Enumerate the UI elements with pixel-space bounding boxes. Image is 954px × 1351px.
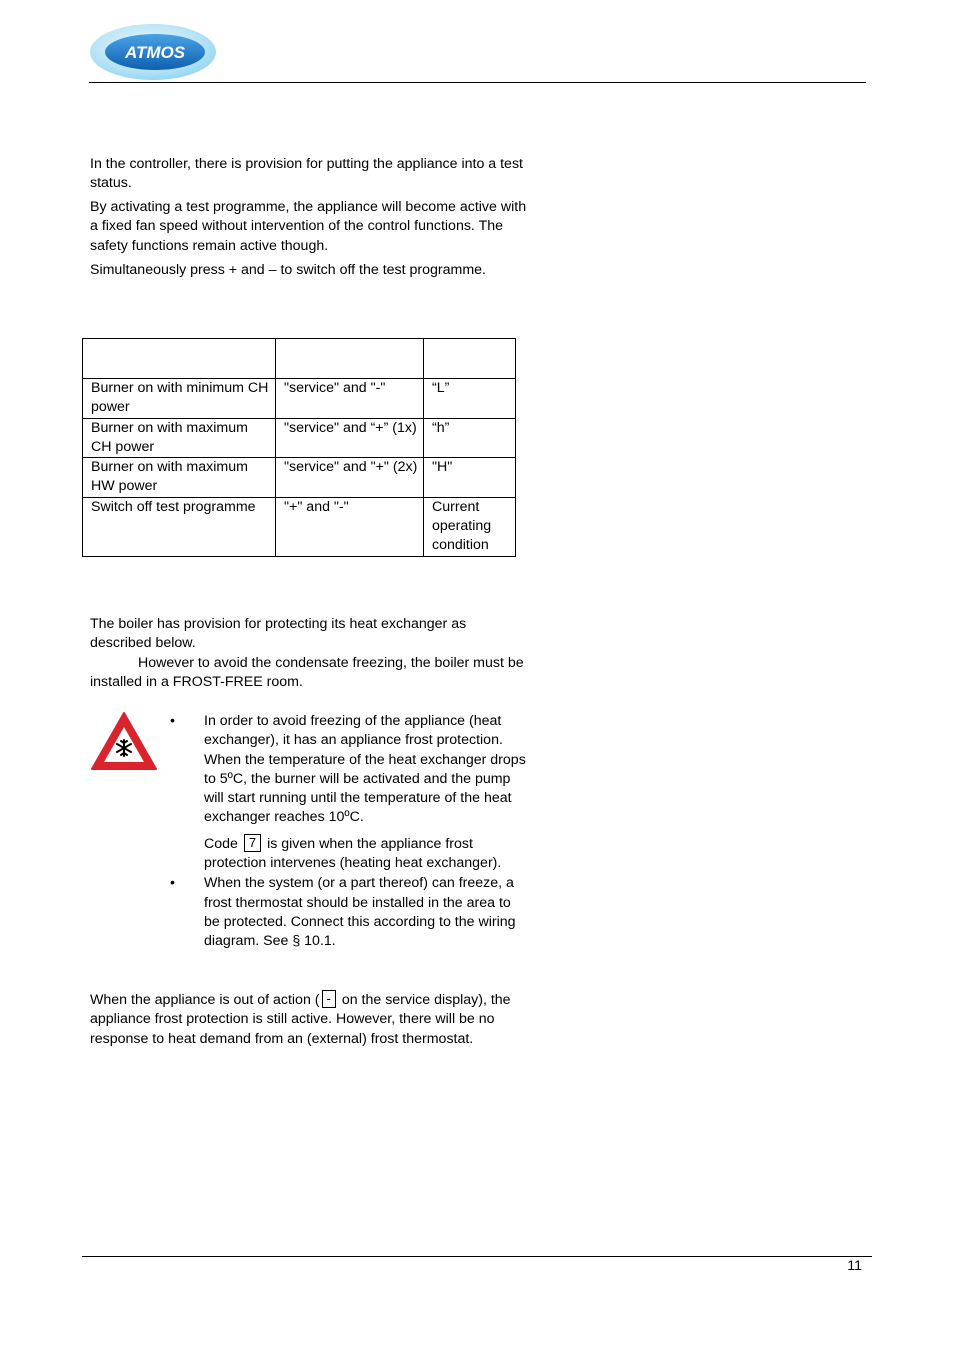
table-cell-keys: "service" and "+" (2x) bbox=[276, 458, 424, 498]
frost-bullet-1-text: In order to avoid freezing of the appliance (heat exchanger), it has an appliance frost protection. When the temperature of the heat exchanger drops to 5ºC, the burner will be activated and the pump will start running until the temperature of the heat exchanger reaches 10ºC. bbox=[204, 713, 526, 826]
table-header-row bbox=[83, 339, 516, 379]
list-item bbox=[170, 874, 530, 951]
test-programme-table bbox=[82, 338, 516, 557]
table-cell-function: Burner on with minimum CH power bbox=[83, 379, 276, 419]
table-header-cell bbox=[83, 339, 276, 379]
frost-paragraph bbox=[90, 615, 530, 692]
table-row bbox=[83, 379, 516, 419]
frost-code-line bbox=[204, 834, 530, 874]
code-suffix: is given when the appliance frost protection intervenes (heating heat exchanger). bbox=[204, 835, 502, 872]
table-row bbox=[83, 418, 516, 458]
table-cell-keys: "service" and "-" bbox=[276, 379, 424, 419]
intro-paragraph-1: In the controller, there is provision for putting the appliance into a test status. bbox=[90, 156, 523, 192]
out-of-action-prefix: When the appliance is out of action ( bbox=[90, 992, 320, 1008]
out-of-action-suffix: on the service display), the appliance frost protection is still active. However, there will be no response to heat demand from an (external) frost thermostat. bbox=[90, 992, 511, 1047]
table-cell-function: Switch off test programme bbox=[83, 497, 276, 556]
frost-bullet-list bbox=[170, 712, 530, 952]
out-of-action-paragraph bbox=[90, 990, 530, 1049]
frost-intro-line-1: The boiler has provision for protecting its heat exchanger as described below. bbox=[90, 616, 467, 652]
table-cell-display: “L” bbox=[424, 379, 516, 419]
frost-bullet-2-text: When the system (or a part thereof) can freeze, a frost thermostat should be installed in the area to be protected. Connect this according to the wiring diagram. See § 10.1. bbox=[204, 875, 516, 950]
table-header-cell bbox=[424, 339, 516, 379]
footer-rule bbox=[82, 1256, 872, 1257]
table-cell-display: "H" bbox=[424, 458, 516, 498]
frost-intro-line-2: However to avoid the condensate freezing, the boiler must be installed in a FROST-FREE room. bbox=[90, 654, 524, 690]
intro-paragraph-2: By activating a test programme, the appliance will become active with a fixed fan speed without intervention of the control functions. The safety functions remain active though. bbox=[90, 199, 527, 254]
table-cell-keys: "service" and “+” (1x) bbox=[276, 418, 424, 458]
frost-warning-triangle-icon bbox=[90, 710, 158, 772]
table-cell-display: Current operating condition bbox=[424, 497, 516, 556]
list-item bbox=[170, 712, 530, 873]
table-row bbox=[83, 497, 516, 556]
table-cell-function: Burner on with maximum HW power bbox=[83, 458, 276, 498]
table-header-cell bbox=[276, 339, 424, 379]
display-code-badge: 7 bbox=[244, 834, 261, 852]
display-code-badge: - bbox=[322, 990, 336, 1008]
bullet-icon: • bbox=[170, 875, 175, 892]
page-number: 11 bbox=[847, 1258, 862, 1274]
bullet-icon: • bbox=[170, 713, 175, 729]
table-cell-function: Burner on with maximum CH power bbox=[83, 418, 276, 458]
intro-paragraph-3: Simultaneously press + and – to switch off the test programme. bbox=[90, 262, 487, 278]
table-cell-display: “h” bbox=[424, 418, 516, 458]
table-row bbox=[83, 458, 516, 498]
atmos-logo bbox=[89, 22, 221, 82]
code-prefix: Code bbox=[204, 835, 238, 852]
header-rule bbox=[89, 82, 866, 83]
table-cell-keys: "+" and "-" bbox=[276, 497, 424, 556]
logo-text: ATMOS bbox=[124, 43, 186, 62]
